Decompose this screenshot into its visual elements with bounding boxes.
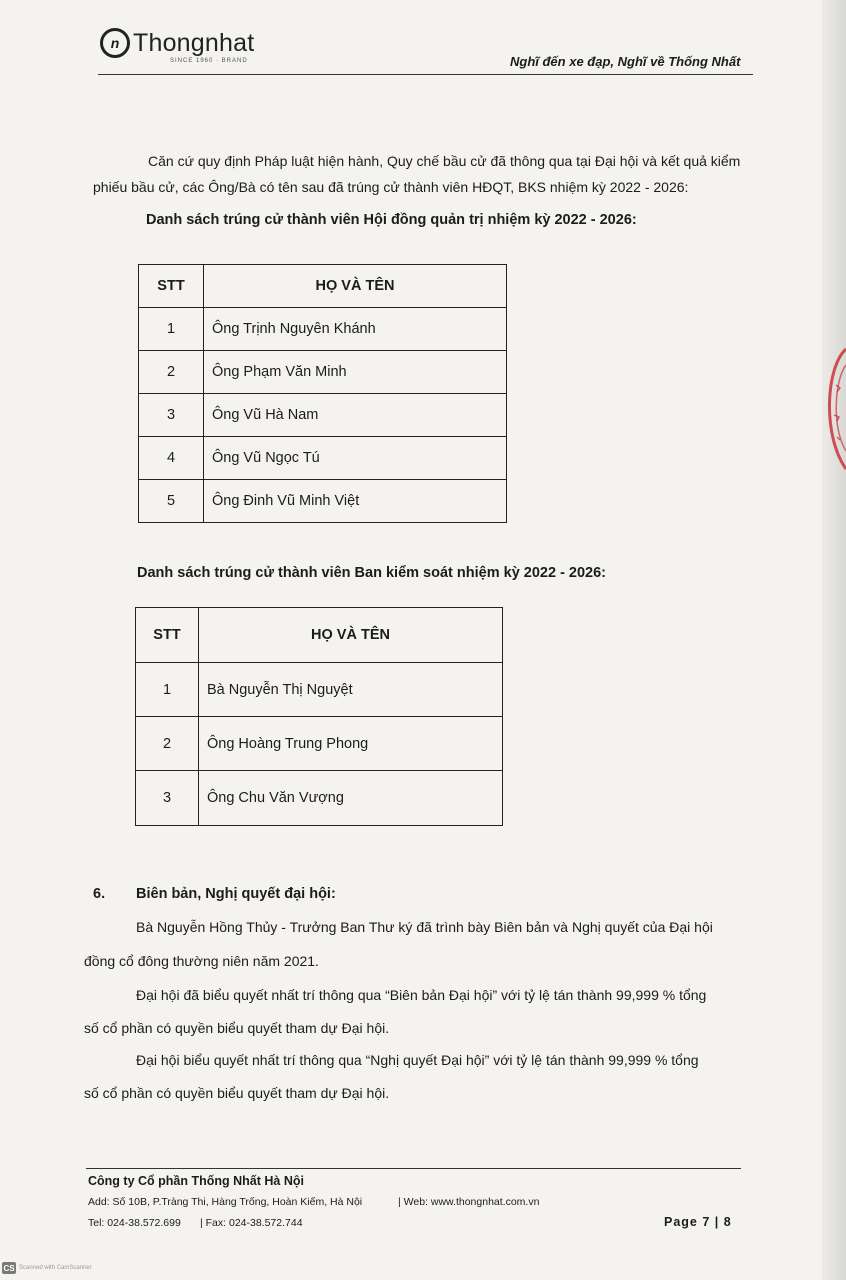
- row-name: Ông Vũ Ngọc Tú: [204, 437, 507, 480]
- table-header-row: [136, 608, 503, 663]
- scanner-text: Scanned with CamScanner: [19, 1265, 92, 1271]
- row-stt: 3: [139, 394, 204, 437]
- column-header-stt: STT: [136, 608, 199, 663]
- row-name: Ông Đinh Vũ Minh Việt: [204, 480, 507, 523]
- table-row: [139, 308, 507, 351]
- row-stt: 2: [136, 717, 199, 771]
- section6-p2-line1: Đại hội đã biểu quyết nhất trí thông qua “Biên bản Đại hội” với tỷ lệ tán thành 99,999 % tổng: [136, 987, 707, 1003]
- table-row: [136, 717, 503, 771]
- row-stt: 1: [139, 308, 204, 351]
- table-row: [139, 394, 507, 437]
- footer-company-name: Công ty Cổ phần Thống Nhất Hà Nội: [88, 1174, 304, 1188]
- column-header-stt: STT: [139, 265, 204, 308]
- page-number: Page 7 | 8: [664, 1215, 732, 1229]
- row-name: Ông Chu Văn Vượng: [199, 771, 503, 826]
- scanner-watermark: [2, 1262, 92, 1274]
- footer-address: Add: Số 10B, P.Tràng Thi, Hàng Trống, Hoàn Kiếm, Hà Nội: [88, 1196, 363, 1208]
- row-stt: 2: [139, 351, 204, 394]
- row-stt: 5: [139, 480, 204, 523]
- section6-p3-line2: số cổ phần có quyền biểu quyết tham dự Đại hội.: [84, 1085, 390, 1101]
- section-number: 6.: [93, 886, 106, 902]
- board-members-table: [138, 264, 507, 523]
- row-stt: 4: [139, 437, 204, 480]
- page-edge-shadow: [822, 0, 846, 1280]
- camscanner-icon: CS: [3, 1263, 15, 1273]
- section6-p1-line2: đồng cổ đông thường niên năm 2021.: [84, 953, 319, 969]
- header-divider: [98, 74, 753, 75]
- row-name: Ông Hoàng Trung Phong: [199, 717, 503, 771]
- row-name: Ông Phạm Văn Minh: [204, 351, 507, 394]
- logo-mark-icon: n: [100, 28, 130, 58]
- section6-p2-line2: số cổ phần có quyền biểu quyết tham dự Đại hội.: [84, 1020, 390, 1036]
- column-header-name: HỌ VÀ TÊN: [204, 265, 507, 308]
- row-name: Ông Vũ Hà Nam: [204, 394, 507, 437]
- section6-p1-line1: Bà Nguyễn Hồng Thủy - Trưởng Ban Thư ký đã trình bày Biên bản và Nghị quyết của Đại hội: [136, 919, 713, 935]
- section-title: Biên bản, Nghị quyết đại hội:: [136, 886, 336, 902]
- table-row: [139, 437, 507, 480]
- column-header-name: HỌ VÀ TÊN: [199, 608, 503, 663]
- supervisory-members-table: [135, 607, 503, 826]
- footer-phone: Tel: 024-38.572.699: [88, 1217, 181, 1229]
- section6-p3-line1: Đại hội biểu quyết nhất trí thông qua “Nghị quyết Đại hội” với tỷ lệ tán thành 99,999 % tổng: [136, 1052, 699, 1068]
- row-name: Ông Trịnh Nguyên Khánh: [204, 308, 507, 351]
- company-logo: [100, 28, 254, 58]
- intro-line-2: phiếu bầu cử, các Ông/Bà có tên sau đã trúng cử thành viên HĐQT, BKS nhiệm kỳ 2022 - 2026:: [93, 179, 689, 195]
- board-heading: Danh sách trúng cử thành viên Hội đồng quản trị nhiệm kỳ 2022 - 2026:: [146, 212, 637, 228]
- row-stt: 1: [136, 663, 199, 717]
- footer-divider: [86, 1168, 741, 1169]
- row-stt: 3: [136, 771, 199, 826]
- table-row: [136, 771, 503, 826]
- header-slogan: Nghĩ đến xe đạp, Nghĩ về Thống Nhất: [510, 54, 741, 69]
- table-row: [136, 663, 503, 717]
- supervisory-heading: Danh sách trúng cử thành viên Ban kiểm soát nhiệm kỳ 2022 - 2026:: [137, 565, 607, 581]
- table-row: [139, 351, 507, 394]
- intro-line-1: Căn cứ quy định Pháp luật hiện hành, Quy chế bầu cử đã thông qua tại Đại hội và kết quả kiểm: [148, 153, 741, 169]
- table-row: [139, 480, 507, 523]
- footer-fax: | Fax: 024-38.572.744: [200, 1217, 303, 1229]
- company-seal-icon: [822, 345, 846, 475]
- row-name: Bà Nguyễn Thị Nguyệt: [199, 663, 503, 717]
- logo-text: Thongnhat: [133, 29, 255, 57]
- footer-website: | Web: www.thongnhat.com.vn: [398, 1196, 540, 1208]
- table-header-row: [139, 265, 507, 308]
- logo-subtitle: SINCE 1960 · BRAND: [170, 58, 248, 64]
